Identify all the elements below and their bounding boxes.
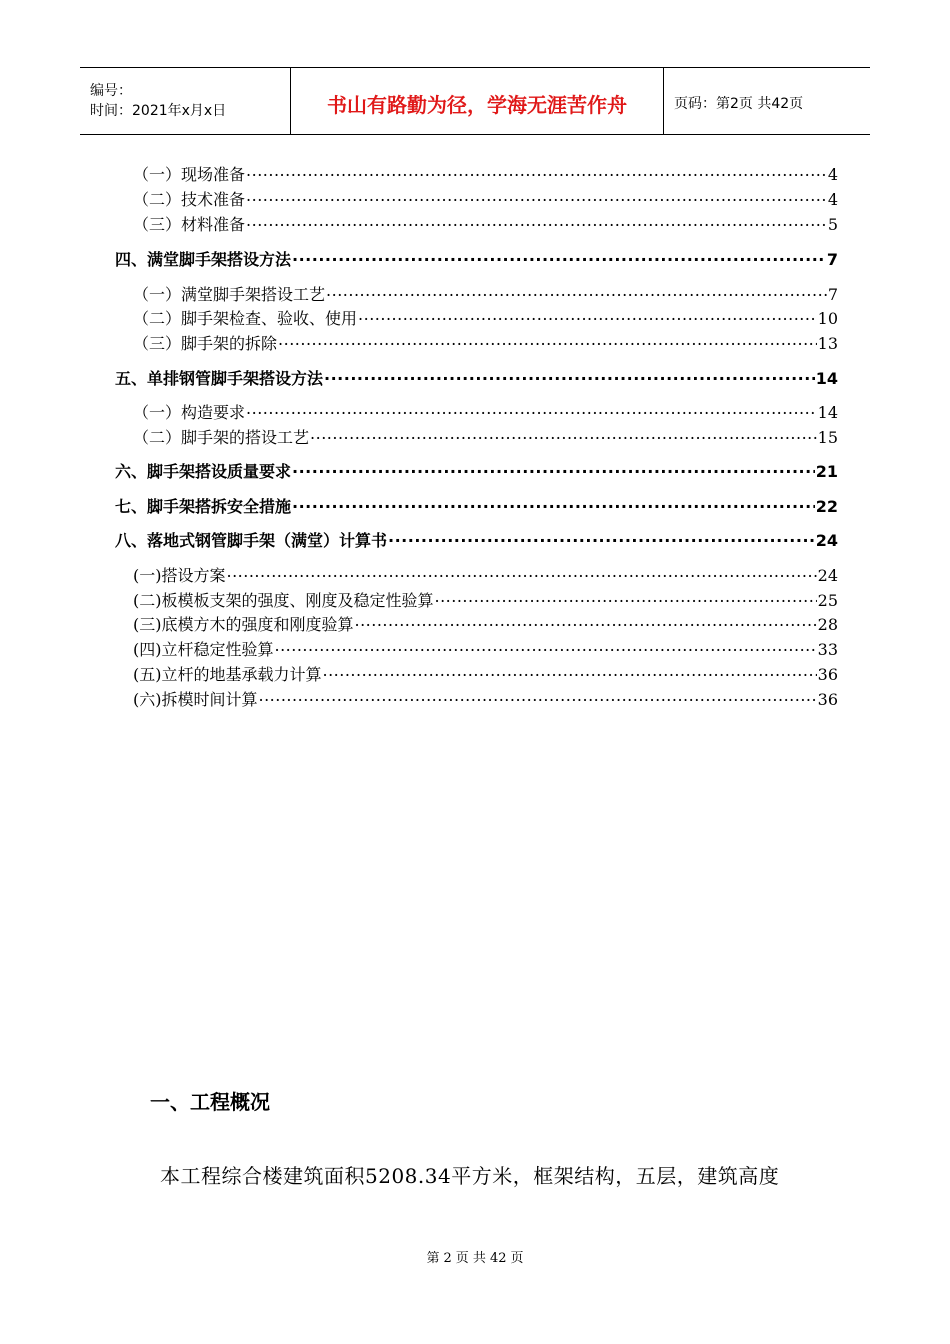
- toc-entry-title: 七、脚手架搭拆安全措施: [115, 497, 292, 516]
- toc-dot-leader: [310, 427, 817, 443]
- toc-entry[interactable]: [133, 306, 838, 329]
- toc-dot-leader: [278, 333, 817, 349]
- toc-entry-title: (一)搭设方案: [133, 566, 226, 585]
- toc-entry[interactable]: [133, 212, 838, 235]
- toc-entry-title: （三）材料准备: [133, 215, 246, 234]
- toc-entry-title: (五)立杆的地基承载力计算: [133, 665, 322, 684]
- section-heading: 一、工程概况: [150, 1090, 270, 1114]
- toc-dot-leader: [275, 639, 817, 655]
- toc-entry-page: 36: [817, 665, 838, 684]
- toc-entry[interactable]: [133, 282, 838, 305]
- toc-entry[interactable]: [133, 162, 838, 185]
- toc-entry[interactable]: [133, 662, 838, 685]
- toc-entry[interactable]: [133, 637, 838, 660]
- footer-total-pages: 42: [489, 1251, 507, 1266]
- toc-dot-leader: [292, 249, 826, 265]
- toc-dot-leader: [358, 308, 817, 324]
- header-page-info: 页码：第2页 共42页: [664, 68, 871, 135]
- toc-entry-page: 4: [827, 190, 838, 209]
- toc-dot-leader: [388, 530, 815, 546]
- toc-entry-page: 25: [817, 591, 838, 610]
- page-footer: [0, 1247, 950, 1266]
- toc-dot-leader: [435, 590, 817, 606]
- toc-entry-title: （三）脚手架的拆除: [133, 334, 278, 353]
- toc-entry[interactable]: [133, 612, 838, 635]
- toc-entry-title: （一）满堂脚手架搭设工艺: [133, 285, 326, 304]
- toc-entry-title: 四、满堂脚手架搭设方法: [115, 250, 292, 269]
- toc-entry[interactable]: [133, 425, 838, 448]
- header-meta: [80, 68, 291, 135]
- toc-entry[interactable]: [133, 331, 838, 354]
- header-motto: 书山有路勤为径，学海无涯苦作舟: [291, 68, 664, 135]
- toc-dot-leader: [326, 284, 827, 300]
- toc-entry-title: 五、单排钢管脚手架搭设方法: [115, 369, 324, 388]
- toc-entry-title: （一）构造要求: [133, 403, 246, 422]
- footer-mid: 页 共: [455, 1251, 486, 1266]
- footer-suffix: 页: [510, 1251, 524, 1266]
- toc-entry-page: 36: [817, 690, 838, 709]
- toc-entry-page: 14: [817, 403, 838, 422]
- toc-entry-title: (六)拆模时间计算: [133, 690, 258, 709]
- toc-dot-leader: [246, 164, 827, 180]
- toc-dot-leader: [292, 461, 815, 477]
- toc-entry-page: 15: [817, 428, 838, 447]
- toc-entry-title: （一）现场准备: [133, 165, 246, 184]
- toc-entry[interactable]: [115, 459, 838, 482]
- toc-entry-page: 24: [817, 566, 838, 585]
- toc-dot-leader: [246, 214, 827, 230]
- toc-entry[interactable]: [115, 494, 838, 517]
- toc-entry[interactable]: [133, 687, 838, 710]
- toc-dot-leader: [227, 565, 817, 581]
- toc-dot-leader: [246, 189, 827, 205]
- toc-entry[interactable]: [115, 247, 838, 270]
- toc-entry-title: 六、脚手架搭设质量要求: [115, 462, 292, 481]
- toc-entry-page: 33: [817, 640, 838, 659]
- toc-dot-leader: [292, 496, 815, 512]
- document-date: 时间：2021年x月x日: [90, 103, 227, 119]
- toc-entry-page: 10: [817, 309, 838, 328]
- toc-entry-title: (四)立杆稳定性验算: [133, 640, 274, 659]
- toc-entry-page: 14: [815, 369, 838, 388]
- toc-entry[interactable]: [133, 563, 838, 586]
- toc-dot-leader: [355, 614, 817, 630]
- toc-entry-page: 21: [815, 462, 838, 481]
- footer-page-number: 2: [443, 1251, 452, 1266]
- toc-entry-page: 7: [827, 285, 838, 304]
- toc-entry-page: 28: [817, 615, 838, 634]
- page-header: [80, 67, 870, 135]
- toc-entry[interactable]: [115, 366, 838, 389]
- toc-entry-title: （二）脚手架的搭设工艺: [133, 428, 310, 447]
- toc-entry-page: 13: [817, 334, 838, 353]
- toc-entry-title: （二）技术准备: [133, 190, 246, 209]
- toc-dot-leader: [246, 402, 817, 418]
- toc-entry-page: 22: [815, 497, 838, 516]
- toc-entry-title: 八、落地式钢管脚手架（满堂）计算书: [115, 531, 388, 550]
- toc-entry[interactable]: [133, 588, 838, 611]
- toc-entry-page: 24: [815, 531, 838, 550]
- toc-entry[interactable]: [133, 187, 838, 210]
- toc-entry-page: 5: [827, 215, 838, 234]
- toc-entry[interactable]: [133, 400, 838, 423]
- toc-dot-leader: [324, 368, 815, 384]
- toc-entry[interactable]: [115, 528, 838, 551]
- toc-entry-title: (二)板模板支架的强度、刚度及稳定性验算: [133, 591, 434, 610]
- toc-entry-title: （二）脚手架检查、验收、使用: [133, 309, 358, 328]
- toc-dot-leader: [259, 689, 817, 705]
- footer-prefix: 第: [426, 1251, 440, 1266]
- toc-entry-title: (三)底模方木的强度和刚度验算: [133, 615, 354, 634]
- toc-dot-leader: [323, 664, 817, 680]
- toc-entry-page: 4: [827, 165, 838, 184]
- body-paragraph: 本工程综合楼建筑面积5208.34平方米，框架结构，五层，建筑高度: [160, 1164, 780, 1188]
- document-number-label: 编号：: [90, 83, 132, 99]
- toc-entry-page: 7: [826, 250, 838, 269]
